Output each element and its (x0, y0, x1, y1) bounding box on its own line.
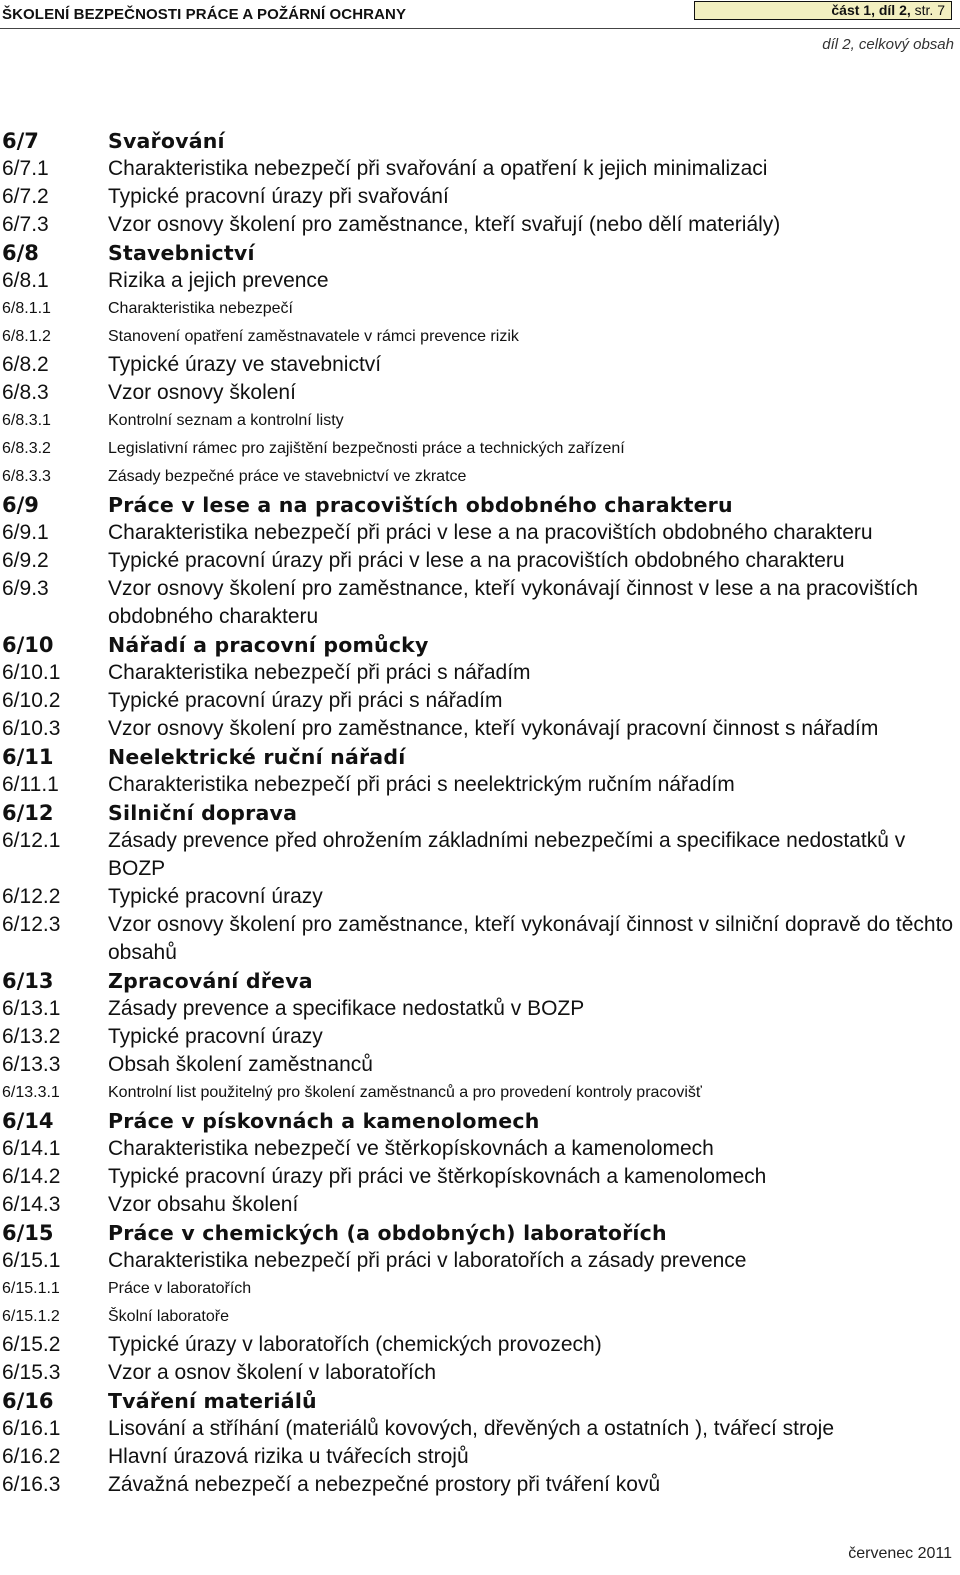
toc-chapter (0, 1387, 960, 1415)
toc-number: 6/11.1 (2, 773, 59, 796)
toc-number: 6/16.3 (2, 1473, 61, 1496)
toc-number: 6/15.1.1 (2, 1280, 60, 1297)
toc-section (0, 827, 960, 883)
toc-title: Obsah školení zaměstnanců (108, 1053, 373, 1076)
toc-title: Práce v lese a na pracovištích obdobného charakteru (108, 493, 733, 517)
toc-title: Vzor obsahu školení (108, 1193, 299, 1216)
toc-number: 6/8 (2, 241, 39, 265)
toc-chapter (0, 491, 960, 519)
toc-section (0, 911, 960, 967)
toc-chapter (0, 967, 960, 995)
toc-number: 6/13.1 (2, 997, 61, 1020)
toc-title: Lisování a stříhání (materiálů kovových, dřevěných a ostatních ), tvářecí stroje (108, 1417, 834, 1440)
toc-title: Typické pracovní úrazy při práci v lese a na pracovištích obdobného charakteru (108, 549, 845, 572)
toc-subsection (0, 463, 960, 491)
toc-number: 6/13.2 (2, 1025, 61, 1048)
toc-section (0, 211, 960, 239)
toc-title: Typické pracovní úrazy (108, 1025, 323, 1048)
toc-number: 6/12.3 (2, 913, 61, 936)
toc-section (0, 1471, 960, 1499)
toc-number: 6/15 (2, 1221, 54, 1245)
toc-chapter (0, 743, 960, 771)
toc-number: 6/9.3 (2, 577, 49, 600)
running-header-title: ŠKOLENÍ BEZPEČNOSTI PRÁCE A POŽÁRNÍ OCHRANY (2, 6, 407, 23)
toc-number: 6/15.1 (2, 1249, 61, 1272)
toc-title: Vzor osnovy školení (108, 381, 296, 404)
toc-title: Zásady prevence a specifikace nedostatků v BOZP (108, 997, 585, 1020)
toc-number: 6/14.1 (2, 1137, 61, 1160)
toc-section (0, 1415, 960, 1443)
toc-chapter (0, 239, 960, 267)
toc-number: 6/8.1.2 (2, 328, 51, 345)
toc-number: 6/8.3.1 (2, 412, 51, 429)
toc-title: Kontrolní list použitelný pro školení zaměstnanců a pro provedení kontroly pracovišť (108, 1084, 702, 1101)
toc-number: 6/12 (2, 801, 54, 825)
toc-section (0, 771, 960, 799)
toc-number: 6/16.2 (2, 1445, 61, 1468)
toc-title: Vzor osnovy školení pro zaměstnance, kteří vykonávají činnost v silniční dopravě do těchto obsahů (108, 913, 954, 964)
toc-chapter (0, 631, 960, 659)
toc-section (0, 1135, 960, 1163)
toc-title: Zpracování dřeva (108, 969, 313, 993)
toc-section (0, 519, 960, 547)
toc-section (0, 1163, 960, 1191)
toc-title: Kontrolní seznam a kontrolní listy (108, 412, 344, 429)
toc-number: 6/7 (2, 129, 39, 153)
toc-number: 6/14 (2, 1109, 54, 1133)
toc-subsection (0, 1079, 960, 1107)
toc-title: Typické pracovní úrazy při práci s nářadím (108, 689, 503, 712)
toc-title: Práce v chemických (a obdobných) laboratořích (108, 1221, 667, 1245)
part-label: část 1, díl 2, (831, 2, 911, 18)
toc-number: 6/15.3 (2, 1361, 61, 1384)
toc-number: 6/10.2 (2, 689, 61, 712)
toc-title: Charakteristika nebezpečí ve štěrkopískovnách a kamenolomech (108, 1137, 714, 1160)
toc-title: Typické pracovní úrazy při práci ve štěrkopískovnách a kamenolomech (108, 1165, 767, 1188)
page-label: str. 7 (914, 2, 945, 18)
toc-title: Vzor osnovy školení pro zaměstnance, kteří vykonávají činnost v lese a na pracovištích obdobného charakteru (108, 577, 919, 628)
toc-title: Charakteristika nebezpečí při práci s nářadím (108, 661, 531, 684)
toc-section (0, 267, 960, 295)
toc-number: 6/16 (2, 1389, 54, 1413)
toc-title: Typické pracovní úrazy (108, 885, 323, 908)
toc-title: Vzor a osnov školení v laboratořích (108, 1361, 437, 1384)
toc-title: Neelektrické ruční nářadí (108, 745, 406, 769)
header-subtitle: díl 2, celkový obsah (822, 36, 954, 53)
toc-section (0, 547, 960, 575)
toc-section (0, 379, 960, 407)
toc-section (0, 659, 960, 687)
toc-section (0, 351, 960, 379)
toc-section (0, 155, 960, 183)
toc-number: 6/8.3.2 (2, 440, 51, 457)
toc-title: Legislativní rámec pro zajištění bezpečnosti práce a technických zařízení (108, 440, 625, 457)
toc-title: Školní laboratoře (108, 1308, 229, 1325)
header-divider (0, 28, 960, 29)
toc-section (0, 995, 960, 1023)
toc-title: Stavebnictví (108, 241, 255, 265)
toc-number: 6/13.3.1 (2, 1084, 60, 1101)
toc-title: Charakteristika nebezpečí při práci v laboratořích a zásady prevence (108, 1249, 747, 1272)
toc-title: Rizika a jejich prevence (108, 269, 329, 292)
toc-number: 6/9.1 (2, 521, 49, 544)
toc-section (0, 715, 960, 743)
toc-title: Charakteristika nebezpečí (108, 300, 293, 317)
toc-number: 6/7.3 (2, 213, 49, 236)
toc-number: 6/12.2 (2, 885, 61, 908)
toc-title: Závažná nebezpečí a nebezpečné prostory při tváření kovů (108, 1473, 661, 1496)
toc-title: Charakteristika nebezpečí při svařování a opatření k jejich minimalizaci (108, 157, 768, 180)
page-locator-box (694, 1, 952, 20)
toc-number: 6/7.1 (2, 157, 49, 180)
toc-number: 6/15.1.2 (2, 1308, 60, 1325)
toc-section (0, 183, 960, 211)
toc-number: 6/8.3 (2, 381, 49, 404)
toc-number: 6/9 (2, 493, 39, 517)
toc-subsection (0, 435, 960, 463)
toc-title: Nářadí a pracovní pomůcky (108, 633, 429, 657)
toc-number: 6/7.2 (2, 185, 49, 208)
toc-title: Charakteristika nebezpečí při práci v lese a na pracovištích obdobného charakteru (108, 521, 873, 544)
toc-section (0, 1331, 960, 1359)
toc-number: 6/8.1.1 (2, 300, 51, 317)
toc-subsection (0, 295, 960, 323)
toc-chapter (0, 1219, 960, 1247)
toc-subsection (0, 1275, 960, 1303)
toc-section (0, 1443, 960, 1471)
toc-title: Tváření materiálů (108, 1389, 317, 1413)
toc-title: Typické pracovní úrazy při svařování (108, 185, 449, 208)
toc-title: Práce v laboratořích (108, 1280, 252, 1297)
toc-section (0, 1359, 960, 1387)
toc-title: Typické úrazy ve stavebnictví (108, 353, 382, 376)
toc-number: 6/13.3 (2, 1053, 61, 1076)
toc-title: Stanovení opatření zaměstnavatele v rámci prevence rizik (108, 328, 519, 345)
toc-section (0, 1191, 960, 1219)
toc-section (0, 1051, 960, 1079)
toc-number: 6/12.1 (2, 829, 61, 852)
toc-number: 6/14.3 (2, 1193, 61, 1216)
table-of-contents (0, 127, 960, 1499)
toc-title: Zásady bezpečné práce ve stavebnictví ve zkratce (108, 468, 467, 485)
toc-title: Vzor osnovy školení pro zaměstnance, kteří vykonávají pracovní činnost s nářadím (108, 717, 879, 740)
toc-title: Charakteristika nebezpečí při práci s neelektrickým ručním nářadím (108, 773, 735, 796)
toc-title: Silniční doprava (108, 801, 298, 825)
toc-title: Typické úrazy v laboratořích (chemických provozech) (108, 1333, 602, 1356)
toc-number: 6/10.1 (2, 661, 61, 684)
toc-chapter (0, 127, 960, 155)
toc-number: 6/8.2 (2, 353, 49, 376)
toc-subsection (0, 323, 960, 351)
toc-title: Hlavní úrazová rizika u tvářecích strojů (108, 1445, 469, 1468)
toc-section (0, 1023, 960, 1051)
toc-subsection (0, 407, 960, 435)
toc-number: 6/14.2 (2, 1165, 61, 1188)
toc-number: 6/13 (2, 969, 54, 993)
toc-number: 6/8.1 (2, 269, 49, 292)
toc-number: 6/10.3 (2, 717, 61, 740)
toc-title: Práce v pískovnách a kamenolomech (108, 1109, 540, 1133)
toc-number: 6/16.1 (2, 1417, 61, 1440)
toc-subsection (0, 1303, 960, 1331)
toc-section (0, 575, 960, 631)
toc-number: 6/9.2 (2, 549, 49, 572)
toc-title: Vzor osnovy školení pro zaměstnance, kteří svařují (nebo dělí materiály) (108, 213, 781, 236)
toc-chapter (0, 1107, 960, 1135)
footer-date: červenec 2011 (848, 1545, 952, 1562)
toc-chapter (0, 799, 960, 827)
toc-section (0, 883, 960, 911)
toc-section (0, 1247, 960, 1275)
toc-number: 6/11 (2, 745, 54, 769)
toc-title: Zásady prevence před ohrožením základními nebezpečími a specifikace nedostatků v BOZP (108, 829, 906, 880)
toc-number: 6/15.2 (2, 1333, 61, 1356)
toc-title: Svařování (108, 129, 225, 153)
toc-section (0, 687, 960, 715)
toc-number: 6/8.3.3 (2, 468, 51, 485)
toc-number: 6/10 (2, 633, 54, 657)
